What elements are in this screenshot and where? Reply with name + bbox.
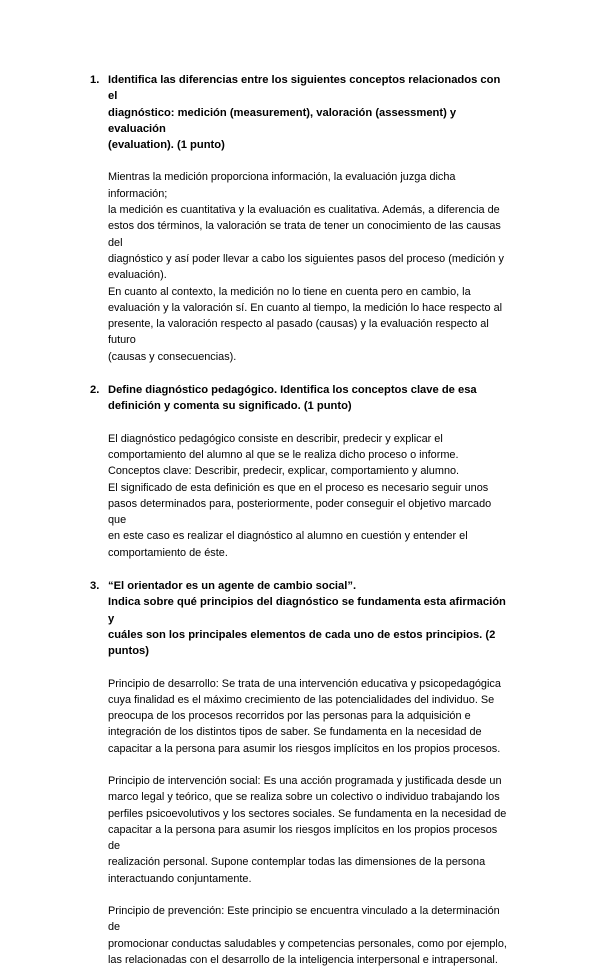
answer-line: Principio de intervención social: Es una acción programada y justificada desde un bbox=[108, 773, 508, 789]
paragraph-principio-prevencion bbox=[108, 903, 508, 968]
answer bbox=[108, 676, 508, 968]
title-line: puntos) bbox=[108, 643, 508, 659]
question-number: 2. bbox=[90, 382, 99, 398]
title-line: Indica sobre qué principios del diagnóstico se fundamenta esta afirmación y bbox=[108, 594, 508, 627]
answer-line: Conceptos clave: Describir, predecir, explicar, comportamiento y alumno. bbox=[108, 463, 508, 479]
answer-line: Principio de prevención: Este principio se encuentra vinculado a la determinación de bbox=[108, 903, 508, 936]
question-number: 3. bbox=[90, 578, 99, 594]
title-line: Identifica las diferencias entre los siguientes conceptos relacionados con el bbox=[108, 72, 508, 105]
answer-line: capacitar a la persona para asumir los riesgos implícitos en los propios procesos. bbox=[108, 741, 508, 757]
answer-line: preocupa de los procesos recorridos por las personas para la adquisición e bbox=[108, 708, 508, 724]
answer-line: las relacionadas con el desarrollo de la inteligencia interpersonal e intrapersonal. bbox=[108, 952, 508, 968]
title-line: definición y comenta su significado. (1 punto) bbox=[108, 398, 508, 414]
title-line: cuáles son los principales elementos de cada uno de estos principios. (2 bbox=[108, 627, 508, 643]
title-line: diagnóstico: medición (measurement), valoración (assessment) y evaluación bbox=[108, 105, 508, 138]
question-3 bbox=[90, 578, 508, 968]
answer-line: perfiles psicoevolutivos y los sectores sociales. Se fundamenta en la necesidad de bbox=[108, 806, 508, 822]
answer-line: marco legal y teórico, que se realiza sobre un colectivo o individuo trabajando los bbox=[108, 789, 508, 805]
answer bbox=[108, 169, 508, 365]
answer-line: interactuando conjuntamente. bbox=[108, 871, 508, 887]
answer-line: integración de los distintos tipos de saber. Se fundamenta en la necesidad de bbox=[108, 724, 508, 740]
answer-line: El significado de esta definición es que en el proceso es necesario seguir unos bbox=[108, 480, 508, 496]
answer-line: en este caso es realizar el diagnóstico al alumno en cuestión y entender el bbox=[108, 528, 508, 544]
question-title bbox=[108, 382, 508, 415]
answer-line: pasos determinados para, posteriormente, poder conseguir el objetivo marcado que bbox=[108, 496, 508, 529]
answer-line: El diagnóstico pedagógico consiste en describir, predecir y explicar el bbox=[108, 431, 508, 447]
answer-line: estos dos términos, la valoración se trata de tener un conocimiento de las causas del bbox=[108, 218, 508, 251]
answer-line: comportamiento de éste. bbox=[108, 545, 508, 561]
answer-line: evaluación). bbox=[108, 267, 508, 283]
question-title bbox=[108, 578, 508, 659]
answer-line: evaluación y la valoración sí. En cuanto al tiempo, la medición lo hace respecto al bbox=[108, 300, 508, 316]
answer-line: diagnóstico y así poder llevar a cabo los siguientes pasos del proceso (medición y bbox=[108, 251, 508, 267]
paragraph-principio-desarrollo bbox=[108, 676, 508, 757]
question-title bbox=[108, 72, 508, 153]
answer bbox=[108, 431, 508, 561]
answer-line: capacitar a la persona para asumir los riesgos implícitos en los propios procesos de bbox=[108, 822, 508, 855]
question-2 bbox=[90, 382, 508, 561]
answer-line: cuya finalidad es el máximo crecimiento de las potencialidades del individuo. Se bbox=[108, 692, 508, 708]
answer-line: presente, la valoración respecto al pasado (causas) y la evaluación respecto al futuro bbox=[108, 316, 508, 349]
answer-line: la medición es cuantitativa y la evaluación es cualitativa. Además, a diferencia de bbox=[108, 202, 508, 218]
answer-line: En cuanto al contexto, la medición no lo tiene en cuenta pero en cambio, la bbox=[108, 284, 508, 300]
answer-line: Principio de desarrollo: Se trata de una intervención educativa y psicopedagógica bbox=[108, 676, 508, 692]
title-line: Define diagnóstico pedagógico. Identifica los conceptos clave de esa bbox=[108, 382, 508, 398]
answer-line: (causas y consecuencias). bbox=[108, 349, 508, 365]
answer-line: Mientras la medición proporciona información, la evaluación juzga dicha información; bbox=[108, 169, 508, 202]
question-number: 1. bbox=[90, 72, 99, 88]
paragraph-principio-intervencion-social bbox=[108, 773, 508, 887]
title-line: (evaluation). (1 punto) bbox=[108, 137, 508, 153]
answer-line: promocionar conductas saludables y competencias personales, como por ejemplo, bbox=[108, 936, 508, 952]
title-line: “El orientador es un agente de cambio social”. bbox=[108, 578, 508, 594]
question-1 bbox=[90, 72, 508, 365]
answer-line: comportamiento del alumno al que se le realiza dicho proceso o informe. bbox=[108, 447, 508, 463]
answer-line: realización personal. Supone contemplar todas las dimensiones de la persona bbox=[108, 854, 508, 870]
